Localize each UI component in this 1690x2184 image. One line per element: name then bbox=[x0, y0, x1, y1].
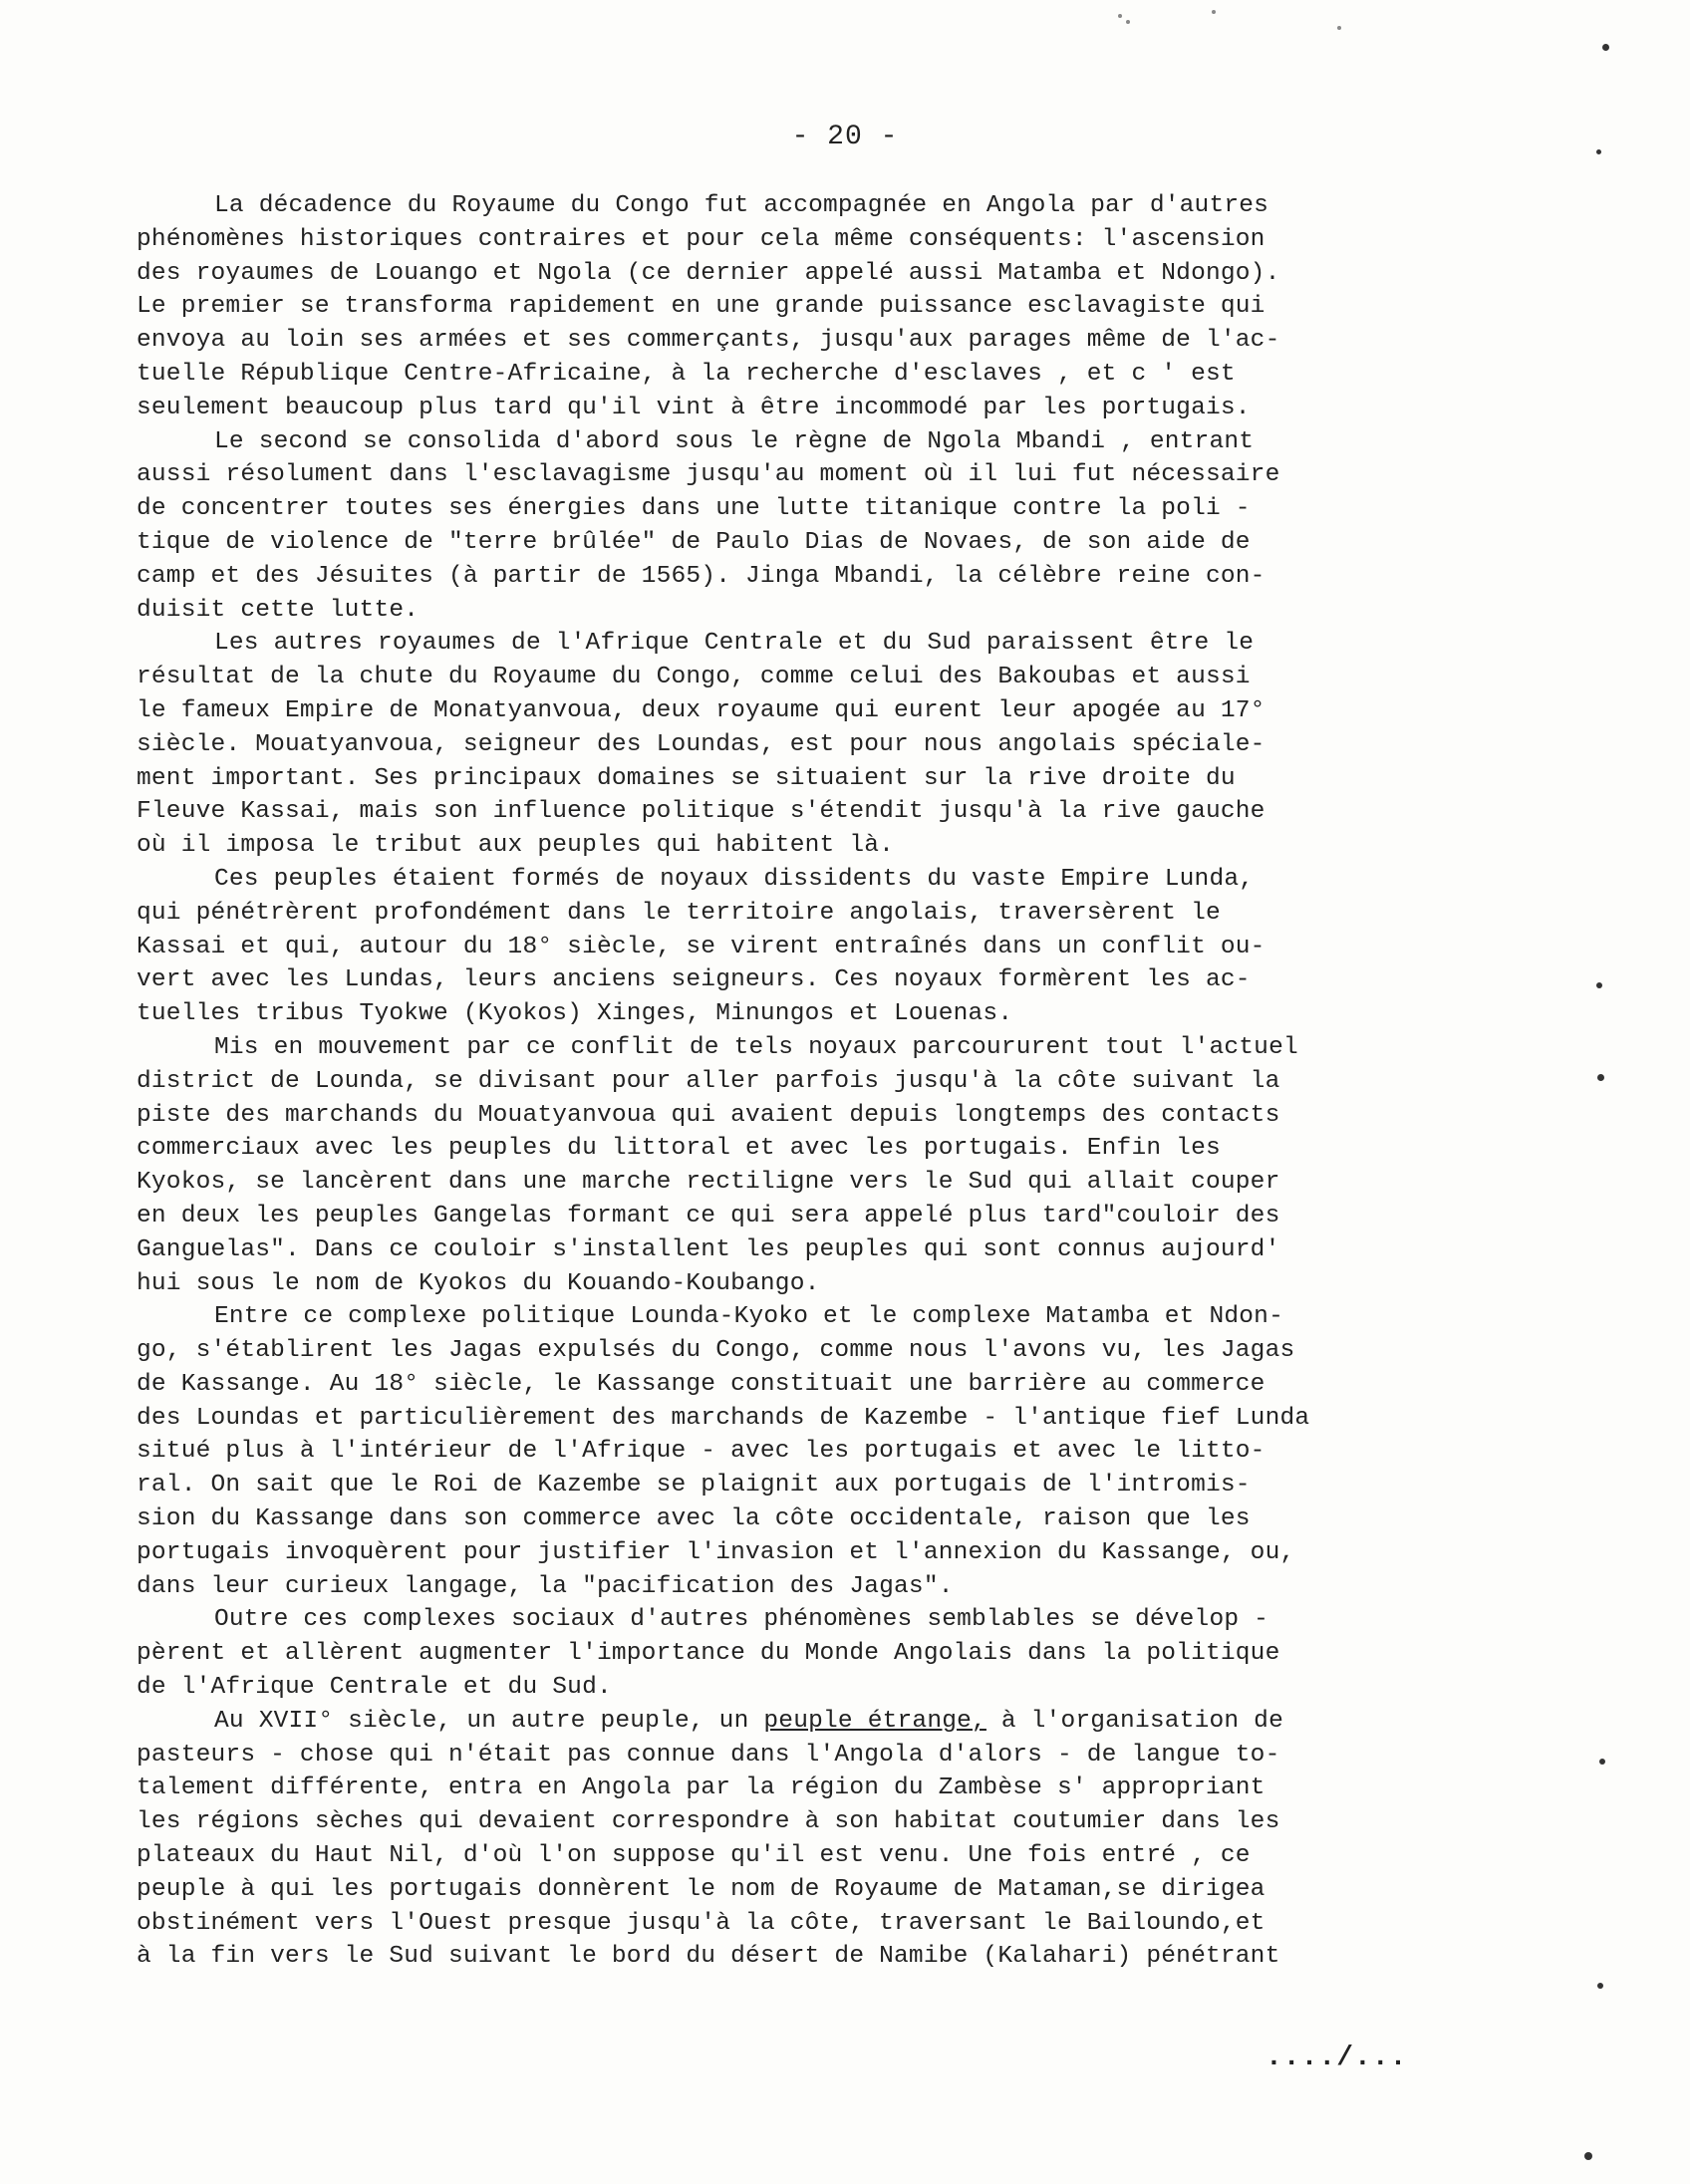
text-line: de l'Afrique Centrale et du Sud. bbox=[137, 1674, 612, 1702]
text-line: envoya au loin ses armées et ses commerçants, jusqu'aux parages même de l'ac- bbox=[137, 327, 1280, 355]
text-line: aussi résolument dans l'esclavagisme jusqu'au moment où il lui fut nécessaire bbox=[137, 461, 1280, 489]
text-line: hui sous le nom de Kyokos du Kouando-Koubango. bbox=[137, 1269, 820, 1297]
text-line: situé plus à l'intérieur de l'Afrique - avec les portugais et avec le litto- bbox=[137, 1438, 1266, 1466]
text-segment: Au XVII° siècle, un autre peuple, un bbox=[214, 1707, 764, 1735]
text-line: seulement beaucoup plus tard qu'il vint à être incommodé par les portugais. bbox=[137, 394, 1251, 421]
text-line: le fameux Empire de Monatyanvoua, deux royaume qui eurent leur apogée au 17° bbox=[137, 696, 1266, 724]
text-line: des royaumes de Louango et Ngola (ce dernier appelé aussi Matamba et Ndongo). bbox=[137, 259, 1280, 287]
underlined-text: peuple étrange, bbox=[763, 1707, 986, 1735]
page-number: - 20 - bbox=[791, 122, 899, 152]
text-line: résultat de la chute du Royaume du Congo, comme celui des Bakoubas et aussi bbox=[137, 664, 1251, 691]
paragraph-1 bbox=[137, 189, 1392, 425]
text-line: où il imposa le tribut aux peuples qui habitent là. bbox=[137, 832, 895, 860]
text-line: Fleuve Kassai, mais son influence politique s'étendit jusqu'à la rive gauche bbox=[137, 798, 1266, 826]
text-line: Outre ces complexes sociaux d'autres phénomènes semblables se dévelop - bbox=[214, 1606, 1269, 1634]
text-line: pèrent et allèrent augmenter l'importance du Monde Angolais dans la politique bbox=[137, 1640, 1280, 1668]
scan-speck bbox=[1337, 26, 1341, 30]
paragraph-4 bbox=[137, 863, 1392, 1031]
body-text bbox=[137, 189, 1392, 1974]
text-line: camp et des Jésuites (à partir de 1565). Jinga Mbandi, la célèbre reine con- bbox=[137, 562, 1266, 590]
text-line: ral. On sait que le Roi de Kazembe se plaignit aux portugais de l'intromis- bbox=[137, 1472, 1251, 1500]
text-line: des Loundas et particulièrement des marchands de Kazembe - l'antique fief Lunda bbox=[137, 1404, 1310, 1432]
text-line: district de Lounda, se divisant pour aller parfois jusqu'à la côte suivant la bbox=[137, 1067, 1280, 1095]
text-segment: à l'organisation de bbox=[986, 1707, 1283, 1735]
text-line: qui pénétrèrent profondément dans le territoire angolais, traversèrent le bbox=[137, 899, 1221, 927]
scan-speck bbox=[1212, 10, 1216, 14]
text-line: tuelles tribus Tyokwe (Kyokos) Xinges, Minungos et Louenas. bbox=[137, 1000, 1013, 1028]
text-line: Kassai et qui, autour du 18° siècle, se virent entraînés dans un conflit ou- bbox=[137, 933, 1266, 960]
text-line: Les autres royaumes de l'Afrique Centrale et du Sud paraissent être le bbox=[214, 630, 1255, 658]
text-line: peuple à qui les portugais donnèrent le nom de Royaume de Mataman,se dirigea bbox=[137, 1875, 1266, 1903]
text-line: pasteurs - chose qui n'était pas connue dans l'Angola d'alors - de langue to- bbox=[137, 1741, 1280, 1769]
text-line: sion du Kassange dans son commerce avec la côte occidentale, raison que les bbox=[137, 1505, 1251, 1533]
paragraph-7 bbox=[137, 1603, 1392, 1704]
text-line: obstinément vers l'Ouest presque jusqu'à la côte, traversant le Bailoundo,et bbox=[137, 1909, 1266, 1937]
text-line: piste des marchands du Mouatyanvoua qui avaient depuis longtemps des contacts bbox=[137, 1101, 1280, 1129]
scan-mark bbox=[1597, 1983, 1603, 1989]
text-line: commerciaux avec les peuples du littoral et avec les portugais. Enfin les bbox=[137, 1135, 1221, 1163]
paragraph-8 bbox=[137, 1705, 1392, 1974]
scan-mark bbox=[1584, 2152, 1592, 2160]
text-line: ment important. Ses principaux domaines se situaient sur la rive droite du bbox=[137, 764, 1236, 792]
text-line: dans leur curieux langage, la "pacification des Jagas". bbox=[137, 1572, 954, 1600]
text-line: vert avec les Lundas, leurs anciens seigneurs. Ces noyaux formèrent les ac- bbox=[137, 966, 1251, 994]
text-line: Kyokos, se lancèrent dans une marche rectiligne vers le Sud qui allait couper bbox=[137, 1169, 1280, 1197]
text-line: les régions sèches qui devaient correspondre à son habitat coutumier dans les bbox=[137, 1808, 1280, 1836]
text-line: à la fin vers le Sud suivant le bord du désert de Namibe (Kalahari) pénétrant bbox=[137, 1943, 1280, 1971]
text-line: talement différente, entra en Angola par la région du Zambèse s' appropriant bbox=[137, 1774, 1266, 1802]
scan-mark bbox=[1602, 44, 1609, 51]
text-line: Mis en mouvement par ce conflit de tels noyaux parcoururent tout l'actuel bbox=[214, 1033, 1298, 1061]
text-line: siècle. Mouatyanvoua, seigneur des Loundas, est pour nous angolais spéciale- bbox=[137, 730, 1266, 758]
text-line: tuelle République Centre-Africaine, à la recherche d'esclaves , et c ' est bbox=[137, 360, 1236, 388]
scan-mark bbox=[1599, 1759, 1605, 1765]
paragraph-6 bbox=[137, 1300, 1392, 1603]
continuation-mark: ..../... bbox=[1266, 2043, 1408, 2073]
text-line: phénomènes historiques contraires et pour cela même conséquents: l'ascension bbox=[137, 225, 1266, 253]
text-line: portugais invoquèrent pour justifier l'invasion et l'annexion du Kassange, ou, bbox=[137, 1538, 1295, 1566]
text-line: Le premier se transforma rapidement en une grande puissance esclavagiste qui bbox=[137, 293, 1266, 321]
text-line: La décadence du Royaume du Congo fut accompagnée en Angola par d'autres bbox=[214, 192, 1269, 219]
text-line: Le second se consolida d'abord sous le règne de Ngola Mbandi , entrant bbox=[214, 427, 1255, 455]
text-line: de Kassange. Au 18° siècle, le Kassange constituait une barrière au commerce bbox=[137, 1370, 1266, 1398]
text-line: en deux les peuples Gangelas formant ce qui sera appelé plus tard"couloir des bbox=[137, 1202, 1280, 1229]
scan-speck bbox=[1118, 14, 1122, 18]
text-line: Ganguelas". Dans ce couloir s'installent les peuples qui sont connus aujourd' bbox=[137, 1235, 1280, 1263]
scan-mark bbox=[1596, 149, 1601, 154]
scan-mark bbox=[1597, 1074, 1604, 1081]
text-line: go, s'établirent les Jagas expulsés du Congo, comme nous l'avons vu, les Jagas bbox=[137, 1337, 1295, 1365]
text-line: Entre ce complexe politique Lounda-Kyoko et le complexe Matamba et Ndon- bbox=[214, 1303, 1283, 1331]
text-line-mixed bbox=[137, 1705, 1392, 1739]
paragraph-3 bbox=[137, 627, 1392, 863]
text-line: de concentrer toutes ses énergies dans une lutte titanique contre la poli - bbox=[137, 495, 1251, 523]
text-line: tique de violence de "terre brûlée" de Paulo Dias de Novaes, de son aide de bbox=[137, 528, 1251, 556]
scan-mark bbox=[1596, 982, 1602, 988]
text-line: duisit cette lutte. bbox=[137, 596, 420, 624]
text-line: Ces peuples étaient formés de noyaux dissidents du vaste Empire Lunda, bbox=[214, 865, 1255, 893]
paragraph-5 bbox=[137, 1031, 1392, 1300]
text-line: plateaux du Haut Nil, d'où l'on suppose qu'il est venu. Une fois entré , ce bbox=[137, 1842, 1251, 1870]
scan-speck bbox=[1126, 20, 1130, 24]
paragraph-2 bbox=[137, 425, 1392, 628]
